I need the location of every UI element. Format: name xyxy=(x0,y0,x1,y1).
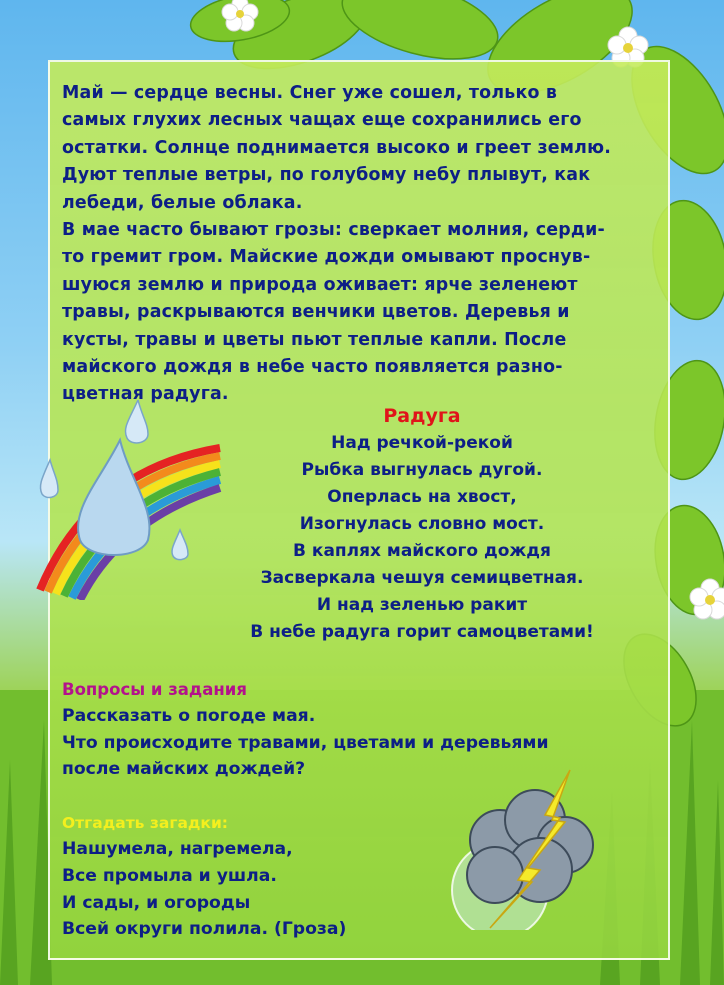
intro-line: кусты, травы и цветы пьют теплые капли. После xyxy=(62,329,567,350)
intro-line: цветная радуга. xyxy=(62,384,229,405)
intro-line: Май — сердце весны. Снег уже сошел, только в xyxy=(62,83,558,103)
poem-line: Изогнулась словно мост. xyxy=(299,514,545,534)
intro-line: лебеди, белые облака. xyxy=(62,192,303,213)
intro-line: шуюся землю и природа оживает: ярче зеленеют xyxy=(62,274,578,295)
intro-line: самых глухих лесных чащах еще сохранились его xyxy=(62,110,582,131)
poem xyxy=(62,402,662,646)
poem-line: В небе радуга горит самоцветами! xyxy=(250,622,594,642)
riddle-line: Всей округи полила. (Гроза) xyxy=(62,919,347,940)
riddles-heading: Отгадать загадки: xyxy=(62,814,228,832)
intro-line: майского дождя в небе часто появляется разно- xyxy=(62,357,563,378)
riddle-line: Все промыла и ушла. xyxy=(62,865,277,886)
poem-line: И над зеленью ракит xyxy=(316,595,528,615)
poem-title: Радуга xyxy=(383,405,461,427)
questions-section xyxy=(62,676,682,783)
riddle-line: И сады, и огороды xyxy=(62,892,251,913)
intro-line: Дуют теплые ветры, по голубому небу плывут, как xyxy=(62,165,591,186)
poem-line: Рыбка выгнулась дугой. xyxy=(301,460,543,480)
intro-line: то гремит гром. Майские дожди омывают проснув- xyxy=(62,247,591,268)
poem-line: Над речкой-рекой xyxy=(331,433,513,453)
riddle-line: Нашумела, нагремела, xyxy=(62,839,293,859)
riddles-section xyxy=(62,810,482,943)
intro-line: остатки. Солнце поднимается высоко и греет землю. xyxy=(62,137,612,158)
question-item: после майских дождей? xyxy=(62,759,306,779)
questions-heading: Вопросы и задания xyxy=(62,680,247,699)
question-item: Рассказать о погоде мая. xyxy=(62,706,316,726)
poem-line: В каплях майского дождя xyxy=(293,541,551,561)
poem-line: Оперлась на хвост, xyxy=(327,487,517,507)
intro-text xyxy=(62,80,662,409)
intro-line: травы, раскрываются венчики цветов. Деревья и xyxy=(62,302,570,323)
question-item: Что происходите травами, цветами и деревьями xyxy=(62,732,549,753)
poem-line: Засверкала чешуя семицветная. xyxy=(260,568,584,588)
intro-line: В мае часто бывают грозы: сверкает молния, серди- xyxy=(62,220,605,241)
